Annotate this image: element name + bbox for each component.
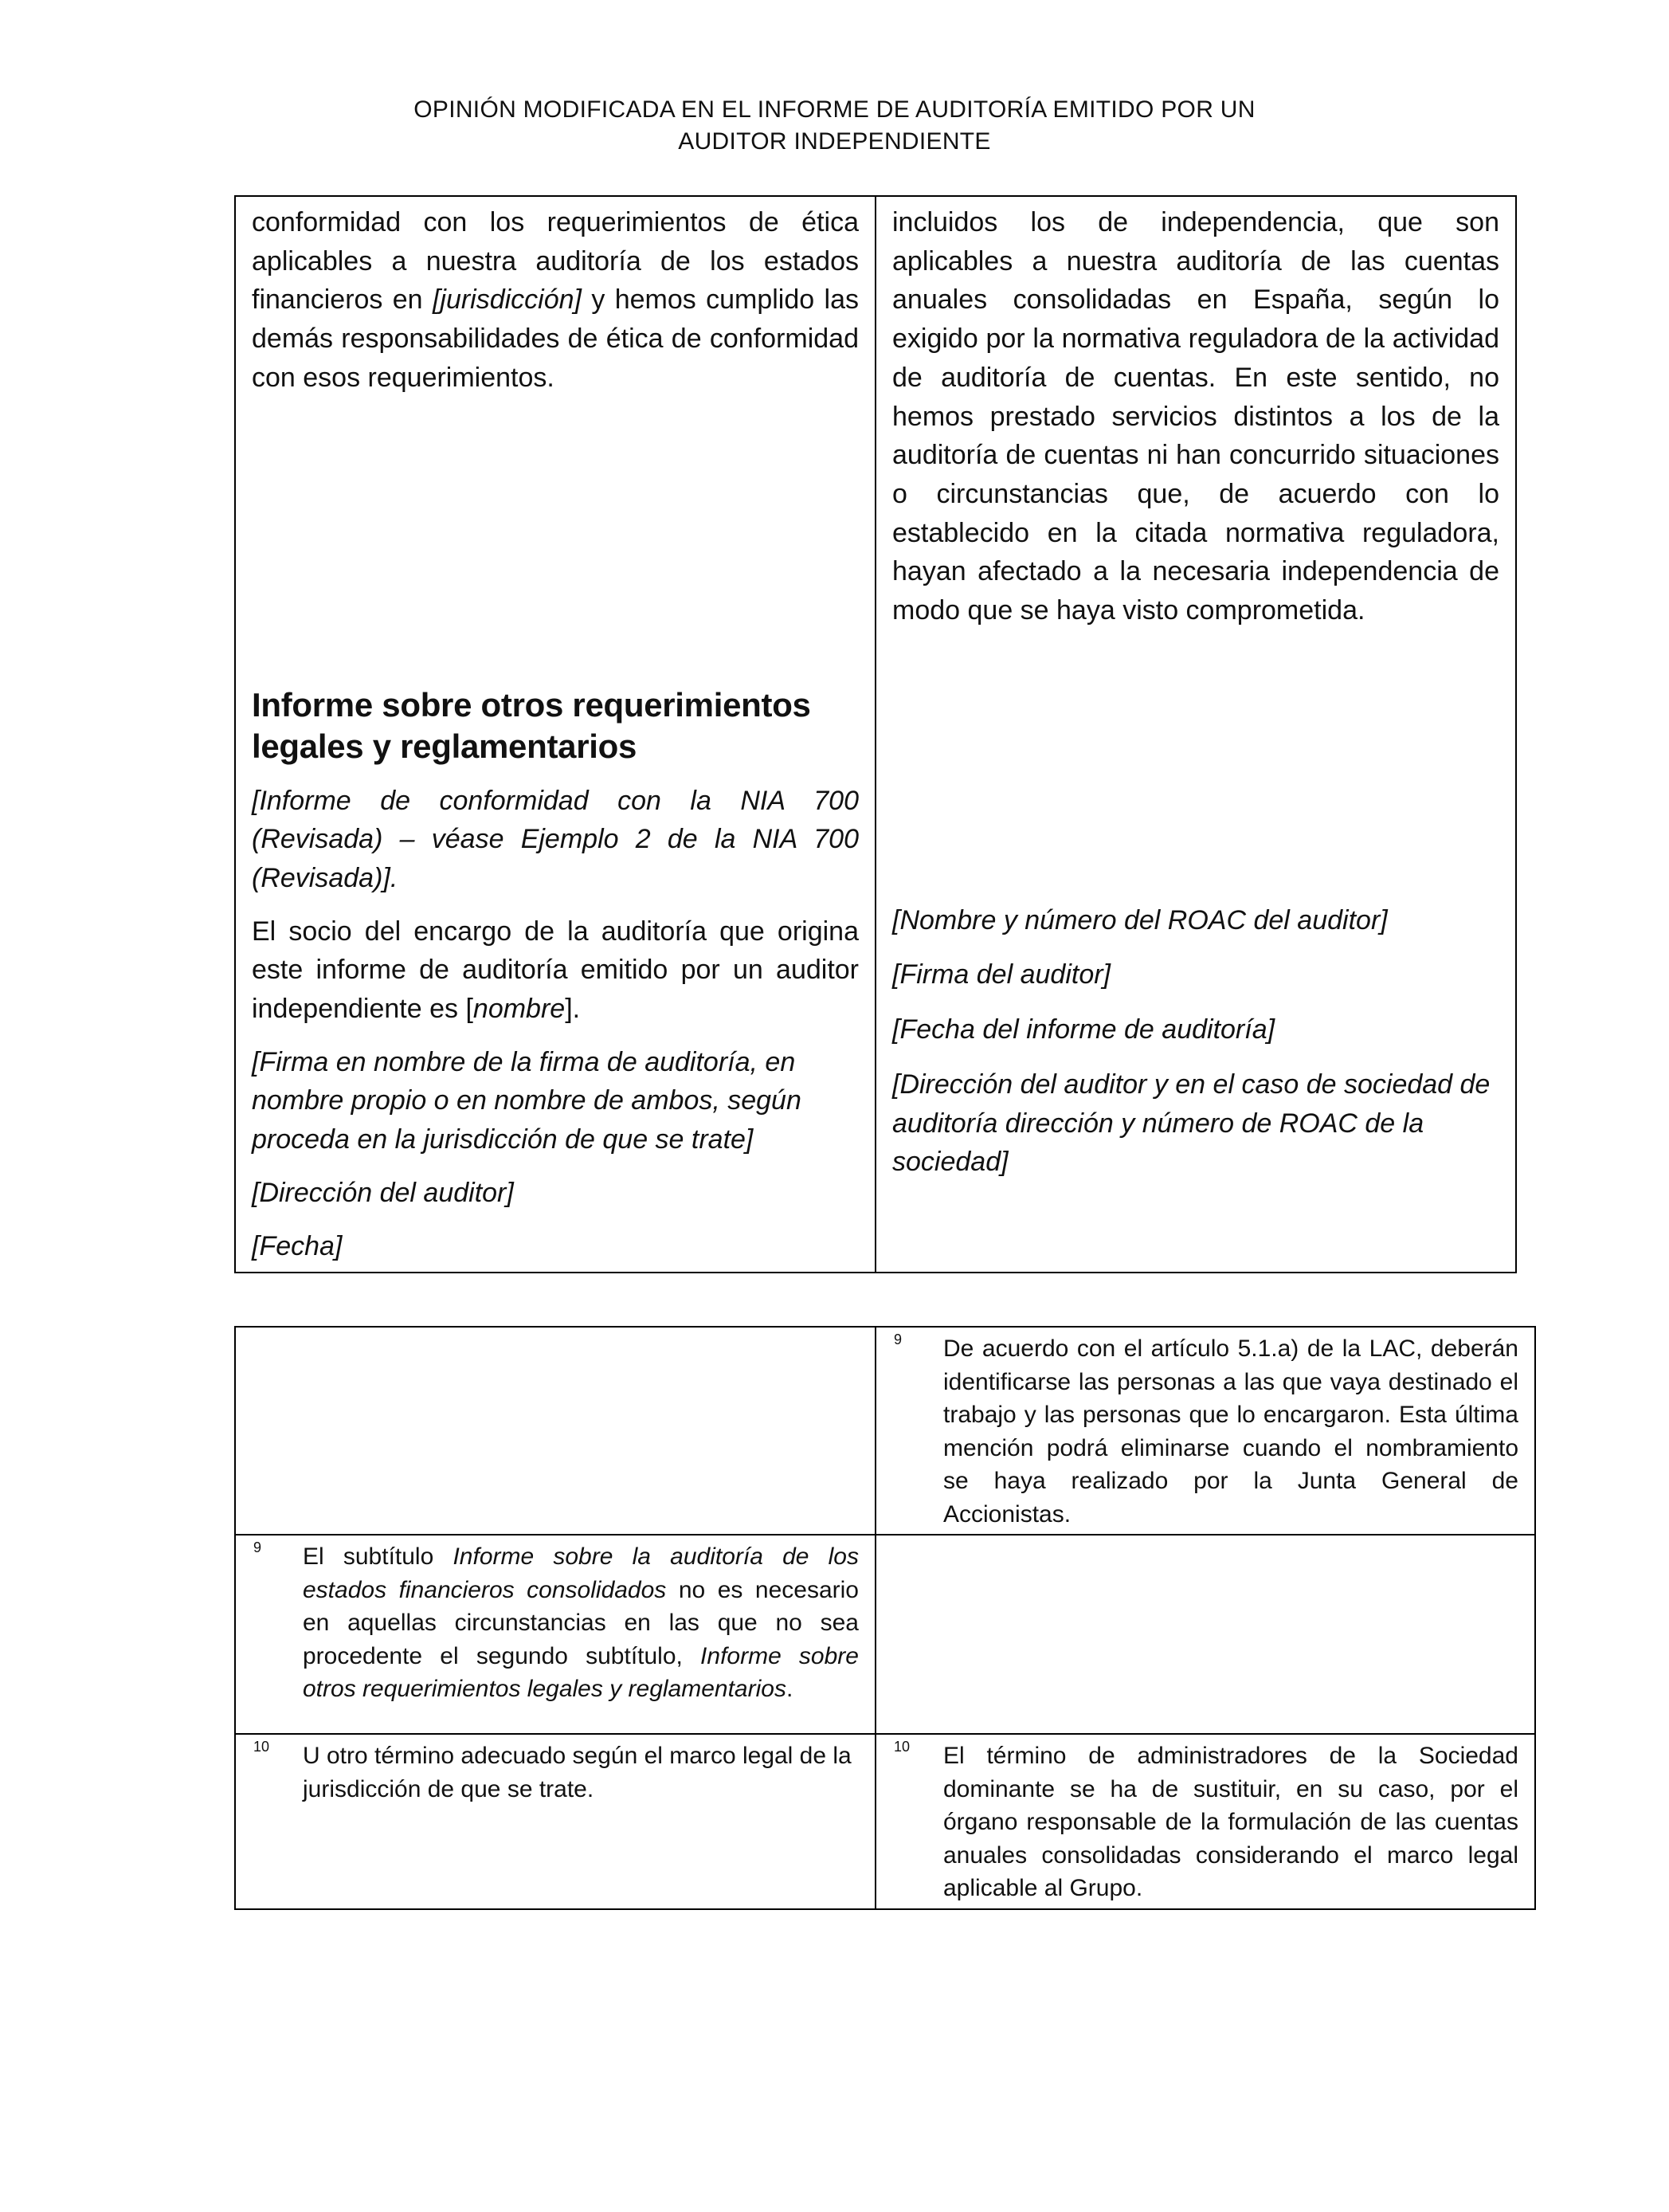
auditor-signature-placeholder: [Firma del auditor]: [892, 959, 1111, 990]
footnote-text: De acuerdo con el artículo 5.1.a) de la LAC, deberán identificarse las personas a las que vaya destinado el trabajo y las personas que lo encargaron. Esta última mención podrá eliminarse cuando el nombramiento se haya realizado por la Junta General de Accionistas.: [943, 1335, 1518, 1528]
address-placeholder: [Dirección del auditor]: [252, 1177, 514, 1208]
header-line-1: OPINIÓN MODIFICADA EN EL INFORME DE AUDITORÍA EMITIDO POR UN: [413, 96, 1256, 123]
ethics-text: conformidad con los requerimientos de ética aplicables a nuestra auditoría de los estados financieros en: [252, 207, 859, 316]
footnote-text: El término de administradores de la Sociedad dominante se ha de sustituir, en su caso, por el órgano responsable de la formulación de las cuentas anuales consolidadas considerando el marco legal aplicable al Grupo.: [943, 1743, 1518, 1901]
footnote-number: 10: [894, 1739, 911, 1755]
right-column: [876, 196, 1516, 1273]
footnote-9-right: [876, 1327, 1535, 1535]
signature-placeholder: [Firma en nombre de la firma de auditoría, en nombre propio o en nombre de ambos, según proceda en la jurisdicción de que se trate]: [252, 1046, 801, 1155]
footnote-number: 9: [894, 1332, 903, 1347]
jurisdiction-placeholder: [jurisdicción]: [432, 284, 582, 316]
footnote-italic-subtitle: Informe sobre la auditoría de los estados financieros consolidados: [303, 1543, 859, 1603]
header-line-2: AUDITOR INDEPENDIENTE: [678, 128, 991, 155]
footnote-10-right: [876, 1734, 1535, 1909]
independence-paragraph: incluidos los de independencia, que son aplicables a nuestra auditoría de las cuentas anuales consolidadas en España, según lo exigido por la normativa reguladora de la actividad de auditoría de cuentas. En este sentido, no hemos prestado servicios distintos a los de la auditoría de cuentas ni han concurrido situaciones o circunstancias que, de acuerdo con lo establecido en la citada normativa reguladora, hayan afectado a la necesaria independencia de modo que se haya visto comprometida.: [892, 207, 1499, 626]
footnotes-table: [234, 1326, 1536, 1910]
footnote-text: U otro término adecuado según el marco legal de la jurisdicción de que se trate.: [303, 1743, 852, 1802]
date-placeholder: [Fecha]: [252, 1230, 343, 1261]
section-heading: Informe sobre otros requerimientos legales y reglamentarios: [252, 685, 811, 765]
footnote-text-part: .: [786, 1676, 793, 1702]
partner-name-placeholder: nombre: [472, 994, 566, 1025]
partner-paragraph: [252, 912, 859, 1029]
ethics-paragraph: [252, 203, 859, 398]
report-date-placeholder: [Fecha del informe de auditoría]: [892, 1014, 1275, 1045]
footnote-text-part: El subtítulo: [303, 1543, 453, 1570]
comparison-table: [234, 195, 1517, 1273]
ethics-text-end: y hemos cumplido las demás responsabilidades de ética de conformidad con esos requerimientos.: [252, 284, 859, 393]
footnote-empty-cell: [235, 1327, 876, 1535]
footnote-text-part: no es necesario en aquellas circunstancias en las que no sea procedente el segundo subtítulo,: [303, 1576, 859, 1669]
footnote-9-left: [235, 1535, 876, 1734]
left-column: [235, 196, 876, 1273]
nia-reference: [Informe de conformidad con la NIA 700 (Revisada) – véase Ejemplo 2 de la NIA 700 (Revisada)].: [252, 785, 859, 893]
auditor-address-placeholder: [Dirección del auditor y en el caso de sociedad de auditoría dirección y número de ROAC de la sociedad]: [892, 1069, 1491, 1178]
partner-text-end: ].: [565, 994, 581, 1025]
footnote-10-left: [235, 1734, 876, 1909]
page-header: [0, 94, 1669, 158]
partner-text: El socio del encargo de la auditoría que origina este informe de auditoría emitido por un auditor independiente es [: [252, 916, 859, 1025]
roac-placeholder: [Nombre y número del ROAC del auditor]: [892, 904, 1388, 935]
footnote-number: 10: [253, 1739, 270, 1755]
footnote-empty-cell: [876, 1535, 1535, 1734]
footnote-text: [303, 1535, 859, 1706]
footnote-number: 9: [253, 1539, 262, 1555]
footnote-italic-subtitle: Informe sobre otros requerimientos legales y reglamentarios: [303, 1642, 859, 1702]
